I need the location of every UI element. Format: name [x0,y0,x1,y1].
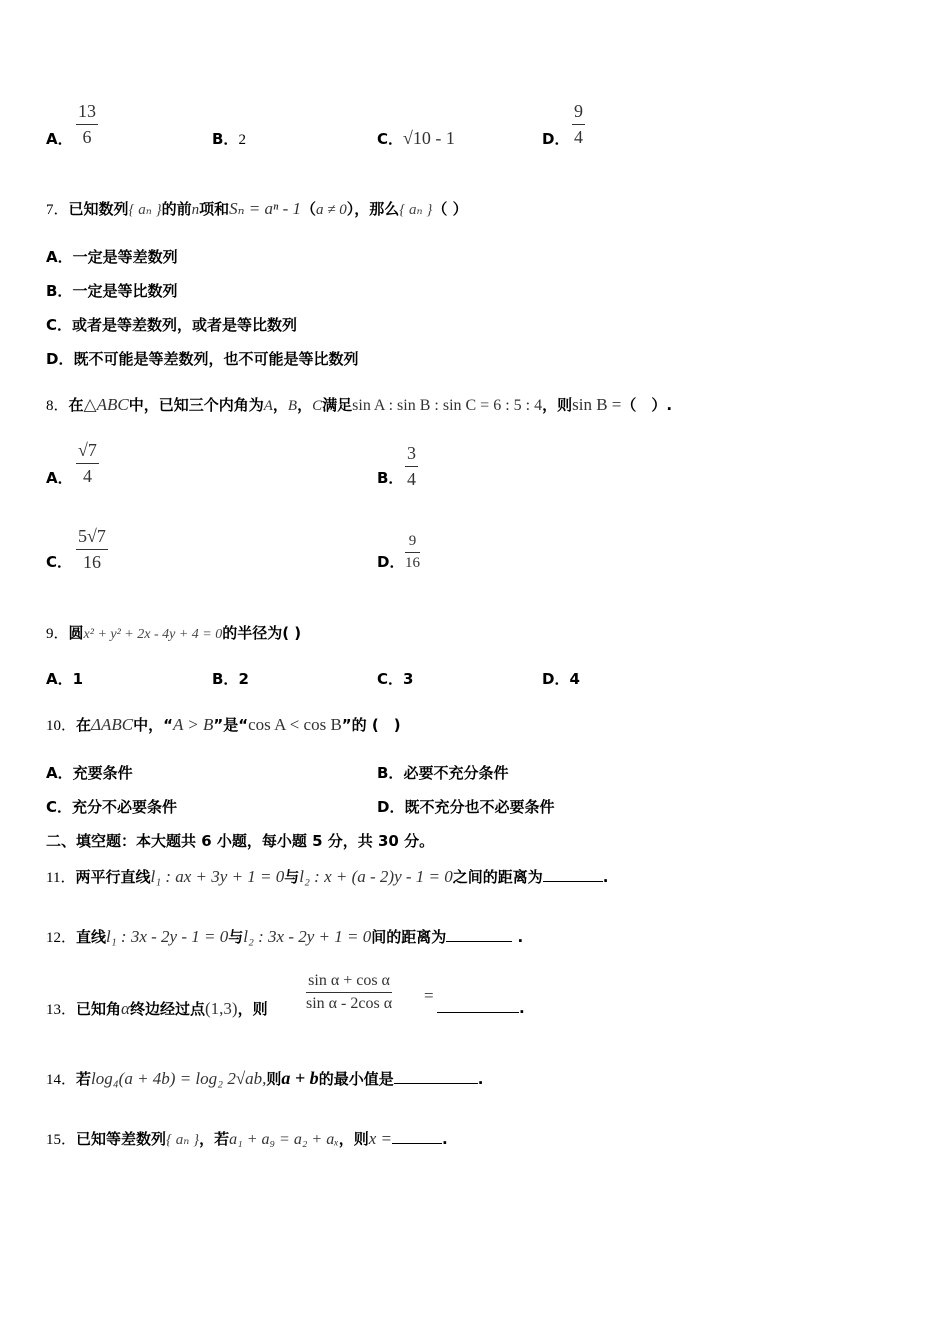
q8-option-a-fraction [76,440,99,487]
numerator: sin α + cos α [306,972,392,993]
numerator: 9 [405,533,420,553]
math-expr: log₄(a + 4b) = log₂ 2√ab, [91,1069,267,1088]
stem-text: ，则 [542,396,573,414]
answer-blank[interactable] [394,1069,478,1084]
q6-option-b [212,128,246,149]
q10-option-d [377,796,554,817]
stem-text: 则 [266,1070,282,1088]
q8-option-b-fraction [405,443,418,490]
stem-text: . [602,868,609,886]
stem-text: 与 [284,868,300,886]
option-text: 4 [569,670,580,688]
stem-text: 直线 [76,928,107,946]
option-text: 既不可能是等差数列，也不可能是等比数列 [73,350,359,368]
stem-text: ，则 [237,1000,268,1018]
option-text: 必要不充分条件 [403,764,509,782]
stem-text: 项和 [199,200,230,218]
option-label: D． [542,670,570,688]
q6-option-a [46,128,73,149]
option-label: B． [377,764,404,782]
option-label: B． [377,469,404,487]
option-label: C． [46,798,73,816]
stem-text: . [512,928,524,946]
q10-option-a [46,762,133,783]
stem-text: 圆 [68,624,84,642]
q8-option-c [46,551,72,572]
option-text: √10 - 1 [403,128,455,148]
option-label: A． [46,469,73,487]
math-expr: x = [368,1129,393,1148]
option-text: 2 [238,132,246,148]
option-text: 一定是等比数列 [72,282,178,300]
q13-fraction [306,972,392,1013]
q8-option-b [377,467,403,488]
option-text: 充分不必要条件 [72,798,178,816]
q10-stem [46,714,401,735]
stem-text: ，则 [338,1130,369,1148]
q13-answer [437,998,525,1017]
question-number: 15． [46,1132,77,1148]
q6-option-c [377,128,455,149]
math-expr: l₁ : 3x - 2y - 1 = 0 [106,927,229,946]
stem-text: ， [272,396,288,414]
stem-text: （ ） [432,200,468,218]
denominator: 4 [574,127,583,147]
math-expr: a₁ + a₉ = a₂ + aₓ [229,1131,339,1148]
q6-option-d [542,128,569,149]
numerator: 3 [405,443,418,467]
math-expr: { aₙ } [166,1132,200,1148]
option-label: A． [46,248,73,266]
stem-text: （ [301,200,317,218]
q8-stem [46,394,672,415]
math-expr: (1,3) [204,999,238,1018]
q8-option-d [377,551,404,572]
option-label: D． [377,553,405,571]
stem-text: 间的距离为 [371,928,447,946]
question-number: 11． [46,870,76,886]
stem-text: 满足 [322,396,353,414]
denominator: 16 [82,552,101,572]
q10-option-c [46,796,177,817]
numerator: 9 [572,101,585,125]
option-text: 充要条件 [72,764,133,782]
denominator: 16 [405,555,420,571]
option-label: D． [377,798,405,816]
stem-text: ”的 ( ) [341,716,401,734]
math-expr: n [191,202,200,218]
stem-text: 的半径为( ) [222,624,302,642]
math-expr: cos A < cos B [248,715,342,734]
option-text: 3 [403,670,414,688]
option-label: C． [377,670,404,688]
stem-text: 两平行直线 [75,868,151,886]
q12-stem [46,926,523,947]
q9-option-d [542,668,580,689]
stem-text: 的最小值是 [318,1070,394,1088]
q7-option-c [46,314,297,335]
math-expr: l₂ : x + (a - 2)y - 1 = 0 [299,867,453,886]
stem-text: 中，已知三个内角为 [128,396,264,414]
q8-option-a [46,467,73,488]
math-expr: = [424,986,434,1005]
stem-text: 已知角 [76,1000,122,1018]
question-number: 12． [46,930,77,946]
math-expr: ΔABC [91,715,134,734]
stem-text: 之间的距离为 [452,868,543,886]
option-label: C． [46,553,73,571]
q6-option-a-fraction [76,101,98,148]
q10-option-b [377,762,508,783]
q7-option-a [46,246,178,267]
option-text: 1 [72,670,84,688]
stem-text: 与 [228,928,244,946]
question-number: 8． [46,398,69,414]
q7-option-b [46,280,177,301]
denominator: 4 [407,469,416,489]
math-expr: A [263,398,273,414]
math-expr: sin B = [572,395,622,414]
stem-text: . [519,999,525,1017]
stem-text: 在 [68,396,84,414]
math-expr: l₂ : 3x - 2y + 1 = 0 [243,927,372,946]
q9-option-a [46,668,83,689]
option-label: B． [212,130,239,148]
q7-option-d [46,348,358,369]
stem-text: 的前 [161,200,192,218]
math-expr: a + b [281,1068,319,1088]
denominator: sin α - 2cos α [306,995,393,1012]
stem-text: 终边经过点 [129,1000,205,1018]
math-expr: A > B [172,715,214,734]
q11-stem [46,866,609,887]
stem-text: （ ）. [621,396,673,414]
math-expr: sin A : sin B : sin C = 6 : 5 : 4 [352,397,543,414]
q9-option-b [212,668,249,689]
math-expr: B [287,398,298,414]
math-expr: C [312,398,323,414]
stem-text: 已知等差数列 [76,1130,167,1148]
answer-blank[interactable] [437,998,519,1013]
q6-option-d-fraction [572,101,585,148]
option-label: C． [46,316,73,334]
math-expr: α [121,999,130,1018]
math-expr: { aₙ } [399,202,433,218]
answer-blank[interactable] [392,1129,442,1144]
q8-option-d-fraction [405,533,420,572]
q13-stem [46,998,268,1019]
question-number: 14． [46,1072,77,1088]
option-label: D． [46,350,74,368]
math-expr: l₁ : ax + 3y + 1 = 0 [150,867,285,886]
option-label: C． [377,130,404,148]
numerator: 13 [76,101,98,125]
stem-text: ），那么 [346,200,400,218]
math-expr: { aₙ } [128,202,162,218]
section-heading: 二、填空题：本大题共 6 小题，每小题 5 分，共 30 分。 [46,832,435,850]
stem-text: . [477,1070,484,1088]
option-label: D． [542,130,570,148]
denominator: 4 [82,466,92,486]
option-text: 2 [238,670,249,688]
q14-stem [46,1068,483,1089]
option-label: A． [46,130,73,148]
numerator: 5√7 [76,526,108,550]
q9-stem [46,622,301,643]
question-number: 10． [46,718,77,734]
option-label: A． [46,764,73,782]
numerator: √7 [76,440,99,464]
option-text: 一定是等差数列 [72,248,178,266]
stem-text: ”是“ [213,716,249,734]
option-text: 或者是等差数列，或者是等比数列 [72,316,298,334]
stem-text: 已知数列 [68,200,129,218]
math-expr: x² + y² + 2x - 4y + 4 = 0 [83,627,223,642]
stem-text: 若 [76,1070,92,1088]
option-label: B． [46,282,73,300]
math-expr: a ≠ 0 [316,202,347,218]
answer-blank[interactable] [543,867,603,882]
math-expr: △ABC [83,395,129,414]
q15-stem [46,1128,448,1149]
stem-text: 中，“ [133,716,173,734]
q13-tail [424,986,434,1006]
question-number: 9． [46,626,69,642]
question-number: 7． [46,202,69,218]
stem-text: . [442,1130,448,1148]
math-expr: Sₙ = aⁿ - 1 [229,199,302,218]
option-text: 既不充分也不必要条件 [404,798,555,816]
question-number: 13． [46,1002,77,1018]
q8-option-c-fraction [76,526,108,573]
option-label: B． [212,670,239,688]
q7-stem [46,198,468,219]
q9-option-c [377,668,413,689]
stem-text: 在 [76,716,92,734]
denominator: 6 [82,127,92,147]
stem-text: ，若 [199,1130,230,1148]
answer-blank[interactable] [446,927,512,942]
option-label: A． [46,670,73,688]
stem-text: ， [297,396,313,414]
